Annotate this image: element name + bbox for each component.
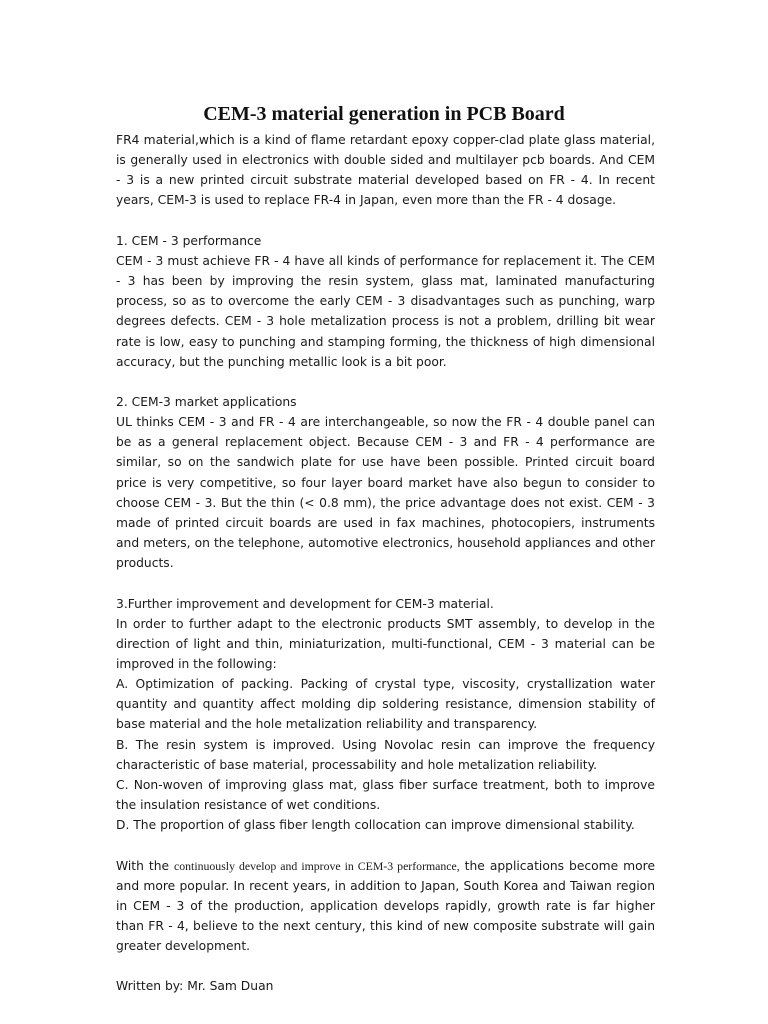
- author-line: Written by: Mr. Sam Duan: [116, 979, 274, 994]
- conclusion-lead: With the: [116, 858, 175, 873]
- section-3-item-b: B. The resin system is improved. Using Novolac resin can improve the frequency characteristic of base material, processability and hole metalization reliability.: [116, 737, 655, 772]
- section-1-body: CEM - 3 must achieve FR - 4 have all kinds of performance for replacement it. The CEM - 3 has been by improving the resin system, glass mat, laminated manufacturing process, so as to overcome the early CEM - 3 disadvantages such as punching, warp degrees defects. CEM - 3 hole metalization process is not a problem, drilling bit wear rate is low, easy to punching and stamping forming, the thickness of high dimensional accuracy, but the punching metallic look is a bit poor.: [116, 253, 655, 369]
- section-3-item-c: C. Non-woven of improving glass mat, glass fiber surface treatment, both to improve the insulation resistance of wet conditions.: [116, 777, 655, 813]
- section-3-item-d: D. The proportion of glass fiber length collocation can improve dimensional stability.: [116, 818, 635, 833]
- intro-paragraph: FR4 material,which is a kind of flame retardant epoxy copper-clad plate glass material, is generally used in electronics with double sided and multilayer pcb boards. And CEM - 3 is a new printed circuit substrate material developed based on FR - 4. In recent years, CEM-3 is used to replace FR-4 in Japan, even more than the FR - 4 dosage.: [116, 133, 655, 208]
- section-2-body: UL thinks CEM - 3 and FR - 4 are interchangeable, so now the FR - 4 double panel can be as a general replacement object. Because CEM - 3 and FR - 4 performance are similar, so on the sandwich plate for use have been possible. Printed circuit board price is very competitive, so four layer board market have also begun to consider to choose CEM - 3. But the thin (< 0.8 mm), the price advantage does not exist. CEM - 3 made of printed circuit boards are used in fax machines, photocopiers, instruments and meters, on the telephone, automotive electronics, household appliances and other products.: [116, 415, 655, 571]
- section-3-intro: In order to further adapt to the electronic products SMT assembly, to develop in the direction of light and thin, miniaturization, multi-functional, CEM - 3 material can be improved in the following:: [116, 616, 655, 672]
- conclusion-serif-phrase: continuously develop and improve in CEM-3 performance,: [174, 858, 460, 873]
- section-1-heading: 1. CEM - 3 performance: [116, 233, 262, 248]
- section-3-item-a: A. Optimization of packing. Packing of crystal type, viscosity, crystallization water quantity and quantity affect molding dip soldering resistance, dimension stability of base material and the hole metalization reliability and transparency.: [116, 677, 655, 732]
- section-3-heading: 3.Further improvement and development for CEM-3 material.: [116, 596, 494, 611]
- conclusion-paragraph: [116, 856, 655, 957]
- document-body: [116, 130, 655, 997]
- document-title: CEM-3 material generation in PCB Board: [203, 103, 565, 125]
- conclusion-rest: the applications become more and more popular. In recent years, in addition to Japan, South Korea and Taiwan region in CEM - 3 of the production, application develops rapidly, growth rate is far higher than FR - 4, believe to the next century, this kind of new composite substrate will gain greater development.: [116, 858, 656, 954]
- section-2-heading: 2. CEM-3 market applications: [116, 395, 297, 409]
